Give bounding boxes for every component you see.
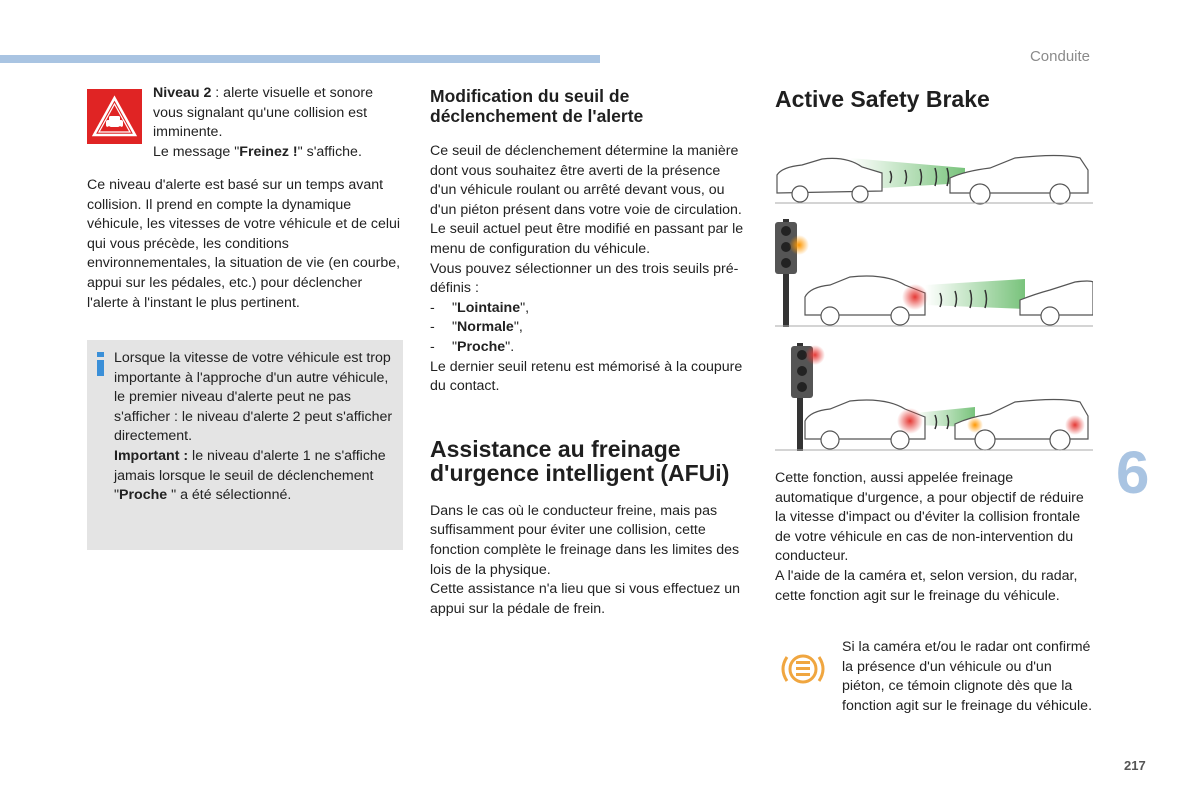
- msg-pre: Le message ": [153, 143, 240, 160]
- illustration-distance: [775, 148, 1093, 208]
- option-proche: - "Proche".: [430, 338, 515, 355]
- middle-column: [430, 84, 750, 619]
- level2-text: : alerte visuelle et sonore vous signalant qu'une collision est imminente.: [153, 85, 374, 141]
- asb-p1: Cette fonction, aussi appelée freinage automatique d'urgence, a pour objectif de réduire la vitesse d'impact ou d'éviter la collision frontale de votre véhicule en cas de non-intervention du conducteur.: [775, 470, 1084, 565]
- active-safety-brake-icon: [780, 649, 826, 689]
- afui-p1: Dans le cas où le conducteur freine, mais pas suffisamment pour éviter une collision, cette fonction complète le freinage dans les limites des lois de la physique.: [430, 502, 740, 578]
- threshold-p1: Ce seuil de déclenchement détermine la manière dont vous souhaitez être averti de la présence d'un véhicule roulant ou arrêté devant vous, ou d'un piéton présent dans votre voie de circulation.: [430, 143, 742, 218]
- info-important: Important :: [114, 447, 189, 464]
- afui-heading: Assistance au freinage d'urgence intelligent (AFUi): [430, 435, 730, 486]
- level2-description: [153, 84, 398, 162]
- level2-title: Niveau 2: [153, 85, 212, 101]
- info-icon: [97, 352, 104, 376]
- info-text-3: " a été sélectionné.: [167, 487, 292, 504]
- info-proche: Proche: [119, 487, 168, 504]
- section-title: Conduite: [1029, 48, 1090, 65]
- chapter-number: 6: [1116, 439, 1150, 506]
- option-lointaine: - "Lointaine",: [430, 299, 530, 316]
- illustration-emergency: [775, 341, 1093, 453]
- info-text-1: Lorsque la vitesse de votre véhicule est trop importante à l'approche d'un autre véhicule, le premier niveau d'alerte peut ne pas s'afficher : le niveau d'alerte 2 peut s'afficher directement.: [114, 350, 393, 445]
- afui-p2: Cette assistance n'a lieu que si vous effectuez un appui sur la pédale de frein.: [430, 581, 741, 617]
- msg-post: " s'affiche.: [297, 143, 362, 160]
- illustration-braking: [775, 217, 1093, 329]
- header-bar: [0, 55, 600, 63]
- info-text-2: le niveau d'alerte 1 ne s'affiche jamais lorsque le seuil de déclenchement ": [114, 447, 386, 504]
- collision-warning-icon: [87, 89, 142, 144]
- threshold-p4: Le dernier seuil retenu est mémorisé à la coupure du contact.: [430, 358, 743, 395]
- threshold-p3: Vous pouvez sélectionner un des trois seuils pré-définis :: [430, 260, 739, 297]
- asb-heading: Active Safety Brake: [775, 86, 990, 112]
- msg-bold: Freinez !: [239, 143, 298, 160]
- option-normale: - "Normale",: [430, 319, 523, 336]
- asb-p3: Si la caméra et/ou le radar ont confirmé la présence d'un véhicule ou d'un piéton, ce témoin clignote dès que la fonction agit sur le freinage du véhicule.: [842, 639, 1093, 714]
- threshold-p2: Le seuil actuel peut être modifié en passant par le menu de configuration du véhicule.: [430, 221, 744, 257]
- info-box: [87, 340, 403, 550]
- level2-paragraph: Ce niveau d'alerte est basé sur un temps avant collision. Il prend en compte la dynamique véhicule, les vitesses de votre véhicule et de celui qui vous précède, les conditions environnementales, la situation de vie (en courbe, appui sur les pédales, etc.) pour déclencher l'alerte à l'instant le plus pertinent.: [87, 177, 401, 311]
- page-number: 217: [1124, 758, 1146, 773]
- right-column: [775, 84, 1095, 714]
- threshold-heading: Modification du seuil de déclenchement de l'alerte: [430, 86, 644, 126]
- asb-p2: A l'aide de la caméra et, selon version, du radar, cette fonction agit sur le freinage du véhicule.: [775, 567, 1078, 604]
